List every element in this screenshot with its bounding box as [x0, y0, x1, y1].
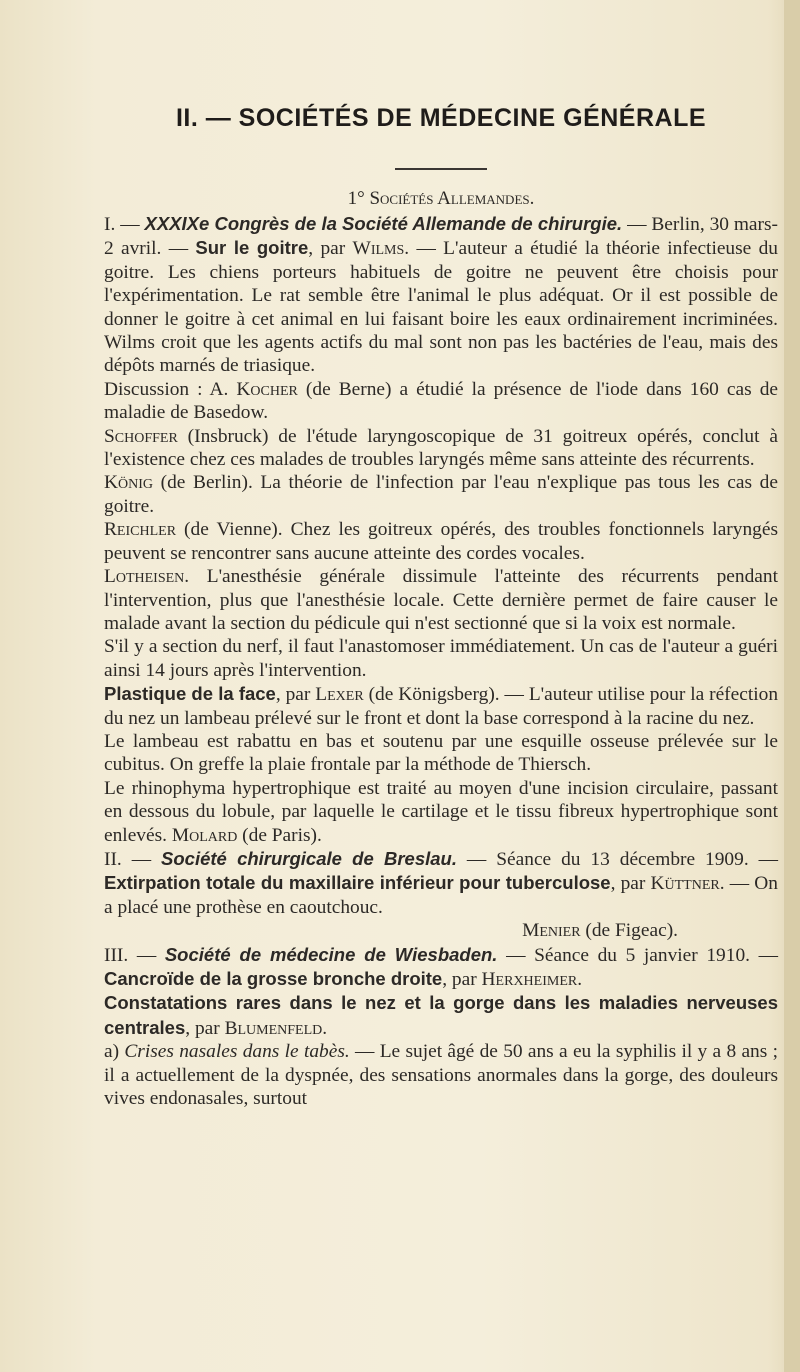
paragraph-lexer: Plastique de la face, par Lexer (de Königsberg). — L'auteur utilise pour la réfection du nez un lambeau prélevé sur le front et dont la base correspond à la racine du nez.: [104, 683, 779, 729]
paragraph-menier: Menier (de Figeac).: [522, 920, 678, 942]
paragraph-breslau: II. — Société chirurgicale de Breslau. — Séance du 13 décembre 1909. — Extirpation totale du maxillaire inférieur pour tuberculose, par Küttner. — On a placé une prothèse en caoutchouc.: [104, 847, 778, 918]
section-heading: 1° Sociétés Allemandes.: [347, 188, 535, 209]
page-content: [104, 96, 778, 1110]
page-title: II. — SOCIÉTÉS DE MÉDECINE GÉNÉRALE: [175, 104, 707, 132]
paragraph-blumenfeld: Constatations rares dans le nez et la gorge dans les maladies nerveuses centrales, par Blumenfeld.: [104, 992, 778, 1039]
paragraph-kocher: Discussion : A. Kocher (de Berne) a étudié la présence de l'iode dans 160 cas de maladie de Basedow.: [104, 378, 778, 424]
title-rule: [395, 168, 487, 170]
paragraph-wilms: I. — XXXIXe Congrès de la Société Allemande de chirurgie. — Berlin, 30 mars-2 avril. — Sur le goitre, par Wilms. — L'auteur a étudié la théorie infectieuse du goitre. Les chiens porteurs habituels de goitre ne peuvent être choisis pour l'expérimentation. Le rat semble être l'animal le plus adéquat. Or il est possible de donner le goitre à cet animal en lui faisant boire les eaux ordinairement incriminées. Wilms croit que les agents actifs du mal sont non pas les bactéries de l'eau, mais des dépôts marnés de triasique.: [104, 213, 778, 377]
paragraph-wiesbaden: III. — Société de médecine de Wiesbaden. — Séance du 5 janvier 1910. — Cancroïde de la grosse bronche droite, par Herxheimer.: [104, 943, 778, 990]
paragraph-rhinophyma: Le rhinophyma hypertrophique est traité au moyen d'une incision circulaire, passant en dessous du lobule, par laquelle le cartilage et le tissu fibreux hypertrophique sont enlevés. Molard (de Paris).: [104, 777, 778, 846]
paragraph-schoffer: Schoffer (Insbruck) de l'étude laryngoscopique de 31 goitreux opérés, conclut à l'existence chez ces malades de troubles laryngés même sans atteinte des récurrents.: [104, 425, 778, 471]
paragraph-reichler: Reichler (de Vienne). Chez les goitreux opérés, des troubles fonctionnels laryngés peuvent se rencontrer sans aucune atteinte des cordes vocales.: [104, 519, 778, 564]
paragraph-konig: König (de Berlin). La théorie de l'infection par l'eau n'explique pas tous les cas de goitre.: [104, 472, 778, 517]
paragraph-crises-nasales: a) Crises nasales dans le tabès. — Le sujet âgé de 50 ans a eu la syphilis il y a 8 ans ; il a actuellement de la dyspnée, des sensations anormales dans la gorge, des douleurs vives endonasales, surtout: [104, 1041, 778, 1110]
page-edge-shadow: [784, 0, 800, 1372]
paragraph-nerve-section: S'il y a section du nerf, il faut l'anastomoser immédiatement. Un cas de l'auteur a guéri ainsi 14 jours après l'intervention.: [104, 636, 778, 681]
paragraph-lambeau: Le lambeau est rabattu en bas et soutenu par une esquille osseuse prélevée sur le cubitus. On greffe la plaie frontale par la méthode de Thiersch.: [104, 730, 778, 776]
paragraph-lotheisen: Lothеisen. L'anesthésie générale dissimule l'atteinte des récurrents pendant l'intervention, plus que l'anesthésie locale. Cette dernière permet de faire causer le malade avant la section du pédicule qui n'est sectionné que si la voix est normale.: [104, 566, 778, 634]
